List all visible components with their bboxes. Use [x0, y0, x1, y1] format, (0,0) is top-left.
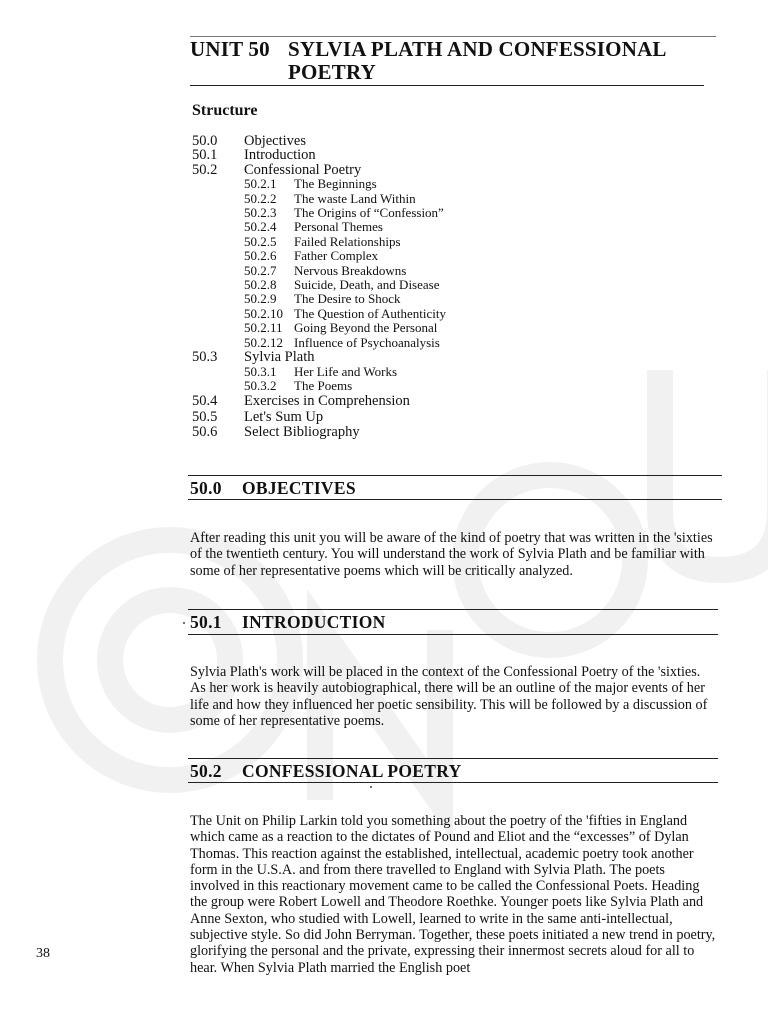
- unit-title-line1: SYLVIA PLATH AND CONFESSIONAL: [288, 37, 667, 61]
- table-of-contents: [192, 134, 592, 440]
- toc-subitem: 50.2.8 Suicide, Death, and Disease: [244, 277, 440, 293]
- section-rule-top: [188, 609, 718, 610]
- page-number: 38: [36, 946, 50, 961]
- scan-speck: [370, 786, 372, 788]
- section-heading-confessional: 50.2 CONFESSIONAL POETRY: [190, 761, 462, 781]
- section-rule-bottom: [188, 634, 718, 635]
- objectives-paragraph: After reading this unit you will be aware of the kind of poetry that was written in the 'sixties of the twentieth century. You will understand the work of Sylvia Plath and be familiar with some of her representative poems which will be critically analyzed.: [190, 530, 713, 579]
- section-heading-objectives: 50.0 OBJECTIVES: [190, 478, 356, 498]
- toc-subitem: 50.2.9 The Desire to Shock: [244, 291, 401, 307]
- toc-item: 50.4 Exercises in Comprehension: [192, 393, 410, 410]
- toc-subitem: 50.2.3 The Origins of “Confession”: [244, 205, 444, 221]
- section-rule-bottom: [188, 782, 718, 783]
- toc-item: 50.0 Objectives: [192, 133, 307, 149]
- section-rule-top: [188, 475, 722, 476]
- toc-subitem: 50.2.6 Father Complex: [244, 248, 379, 264]
- structure-heading: Structure: [192, 102, 258, 119]
- toc-subitem: 50.2.2 The waste Land Within: [244, 190, 416, 206]
- section-rule-bottom: [188, 499, 722, 500]
- toc-item: 50.1 Introduction: [192, 147, 316, 164]
- toc-subitem: 50.2.11 Going Beyond the Personal: [244, 320, 438, 336]
- toc-subitem: 50.2.10 The Question of Authenticity: [244, 305, 447, 321]
- toc-subitem: 50.2.1 The Beginnings: [244, 176, 377, 192]
- introduction-paragraph: Sylvia Plath's work will be placed in the context of the Confessional Poetry of the 'sixties. As her work is heavily autobiographical, there will be an outline of the major events of her life and how they influenced her poetic sensibility. This will be followed by a discussion of some of her representative poems.: [190, 664, 708, 729]
- unit-number: UNIT 50: [190, 37, 270, 61]
- title-underline: [190, 85, 704, 86]
- toc-subitem: 50.2.5 Failed Relationships: [244, 233, 401, 249]
- toc-subitem: 50.3.1 Her Life and Works: [244, 363, 398, 379]
- section-rule-top: [188, 758, 718, 759]
- toc-item: 50.3 Sylvia Plath: [192, 349, 315, 366]
- toc-subitem: 50.2.4 Personal Themes: [244, 219, 383, 235]
- section-heading-introduction: 50.1 INTRODUCTION: [190, 612, 386, 632]
- confessional-paragraph: The Unit on Philip Larkin told you something about the poetry of the 'fifties in England which came as a reaction to the dictates of Pound and Eliot and the “excesses” of Dylan Thomas. This reaction against the established, intellectual, academic poetry took another form in the U.S.A. and from there travelled to England with Sylvia Plath. The poets involved in this reactionary movement came to be called the Confessional Poets. Heading the group were Robert Lowell and Theodore Roethke. Younger poets like Sylvia Plath and Anne Sexton, who studied with Lowell, learned to write in the same anti-intellectual, subjective style. So did John Berryman. Together, these poets initiated a new trend in poetry, glorifying the personal and the private, expressing their innermost secrets aloud for all to hear. When Sylvia Plath married the English poet: [190, 813, 716, 976]
- toc-item: 50.5 Let's Sum Up: [192, 408, 324, 425]
- scan-speck: [183, 622, 185, 624]
- toc-item: 50.2 Confessional Poetry: [192, 161, 362, 178]
- toc-item: 50.6 Select Bibliography: [192, 424, 360, 441]
- unit-title-line2: POETRY: [288, 60, 376, 84]
- unit-title: [190, 38, 710, 84]
- toc-subitem: 50.2.7 Nervous Breakdowns: [244, 262, 407, 278]
- toc-subitem: 50.3.2 The Poems: [244, 377, 353, 393]
- toc-subitem: 50.2.12 Influence of Psychoanalysis: [244, 334, 440, 350]
